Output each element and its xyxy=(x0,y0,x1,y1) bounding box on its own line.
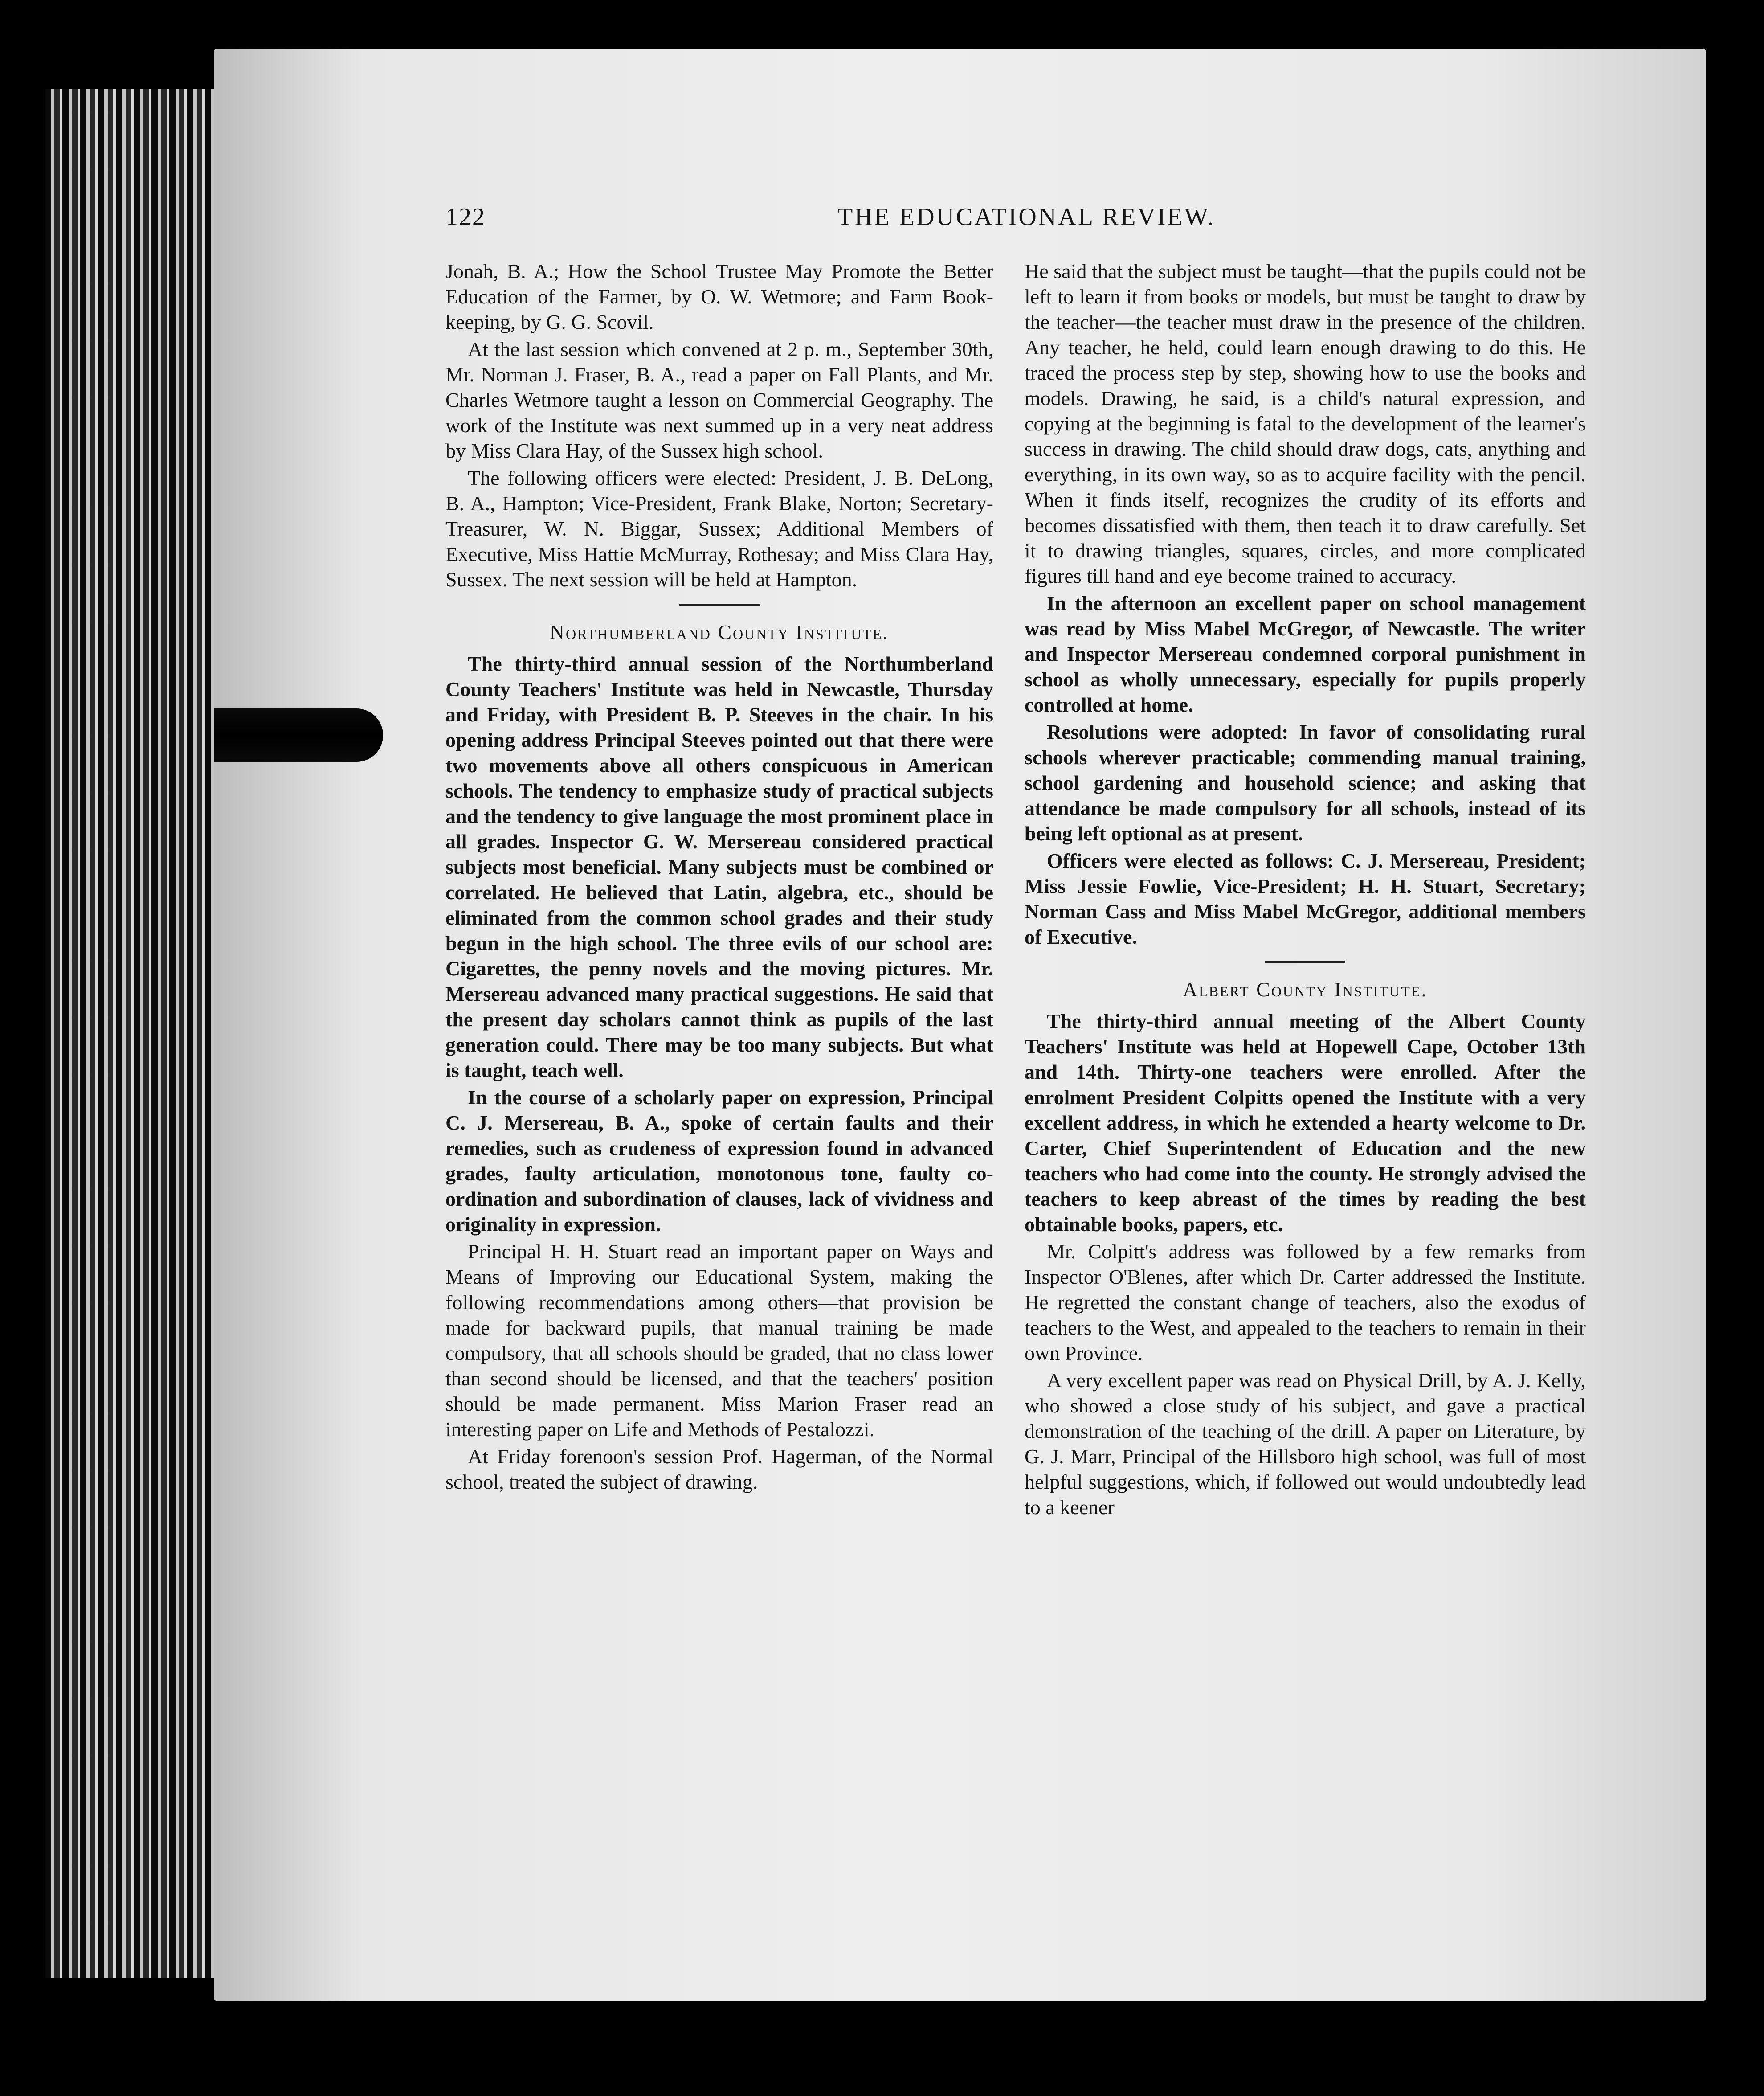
paragraph: Jonah, B. A.; How the School Trustee May Promote the Better Education of the Farmer, by O. W. Wetmore; and Farm Book-keeping, by G. G. Scovil. xyxy=(445,260,993,333)
section-heading-northumberland: Northumberland County Institute. xyxy=(549,621,890,643)
paragraph: At the last session which convened at 2 p. m., September 30th, Mr. Norman J. Fraser, B. A., read a paper on Fall Plants, and Mr. Charles Wetmore taught a lesson on Commercial Geography. The work of the Institute was next summed up in a very neat address by Miss Clara Hay, of the Sussex high school. xyxy=(445,338,993,462)
paragraph: He said that the subject must be taught—that the pupils could not be left to learn it from books or models, but must be taught to draw by the teacher—the teacher must draw in the presence of the children. Any teacher, he held, could learn enough drawing to do this. He traced the process step by step, showing how to use the books and models. Drawing, he said, is a child's natural expression, and copying at the beginning is fatal to the development of the learner's success in drawing. The child should draw dogs, cats, anything and everything, in its own way, so as to acquire facility with the pencil. When it finds itself, recognizes the crudity of its efforts and becomes dissatisfied with them, then teach it to draw carefully. Set it to drawing triangles, squares, circles, and more complicated figures till hand and eye become trained to accuracy. xyxy=(1025,260,1586,587)
section-divider xyxy=(1265,961,1345,963)
section-heading-albert: Albert County Institute. xyxy=(1183,978,1428,1001)
paragraph: In the afternoon an excellent paper on school management was read by Miss Mabel McGregor, of Newcastle. The writer and Inspector Mersereau condemned corporal punishment in school as wholly unnecessary, especially for pupils properly controlled at home. xyxy=(1025,592,1586,716)
page-clip-shadow xyxy=(214,708,383,762)
left-column xyxy=(445,258,993,1496)
page-number: 122 xyxy=(445,203,486,231)
paragraph: In the course of a scholarly paper on expression, Principal C. J. Mersereau, B. A., spoke of certain faults and their remedies, such as crudeness of expression found in advanced grades, faulty articulation, monotonous tone, faulty co-ordination and subordination of clauses, lack of vividness and originality in expression. xyxy=(445,1086,993,1236)
paragraph: Officers were elected as follows: C. J. Mersereau, President; Miss Jessie Fowlie, Vice-President; H. H. Stuart, Secretary; Norman Cass and Miss Mabel McGregor, additional members of Executive. xyxy=(1025,849,1586,948)
running-title: THE EDUCATIONAL REVIEW. xyxy=(837,203,1216,231)
paragraph: Mr. Colpitt's address was followed by a few remarks from Inspector O'Blenes, after which Dr. Carter addressed the Institute. He regretted the constant change of teachers, also the exodus of teachers to the West, and appealed to the teachers to remain in their own Province. xyxy=(1025,1240,1586,1364)
page-header xyxy=(445,203,1719,243)
paragraph: The thirty-third annual meeting of the Albert County Teachers' Institute was held at Hopewell Cape, October 13th and 14th. Thirty-one teachers were enrolled. After the enrolment President Colpitts opened the Institute with a very excellent address, in which he extended a hearty welcome to Dr. Carter, Chief Superintendent of Education and the new teachers who had come into the county. He strongly advised the teachers to keep abreast of the times by reading the best obtainable books, papers, etc. xyxy=(1025,1010,1586,1236)
paragraph: The following officers were elected: President, J. B. DeLong, B. A., Hampton; Vice-President, Frank Blake, Norton; Secretary-Treasurer, W. N. Biggar, Sussex; Additional Members of Executive, Miss Hattie McMurray, Rothesay; and Miss Clara Hay, Sussex. The next session will be held at Hampton. xyxy=(445,467,993,591)
right-column xyxy=(1025,258,1586,1522)
paragraph: Principal H. H. Stuart read an important paper on Ways and Means of Improving our Educational System, making the following recommendations among others—that provision be made for backward pupils, that manual training be made compulsory, that all schools should be graded, that no class lower than second should be licensed, and that the teachers' position should be made permanent. Miss Marion Fraser read an interesting paper on Life and Methods of Pestalozzi. xyxy=(445,1240,993,1441)
paragraph: At Friday forenoon's session Prof. Hagerman, of the Normal school, treated the subject of drawing. xyxy=(445,1445,993,1493)
paragraph: Resolutions were adopted: In favor of consolidating rural schools wherever practicable; commending manual training, school gardening and household science; and asking that attendance be made compulsory for all schools, instead of its being left optional as at present. xyxy=(1025,720,1586,845)
paragraph: The thirty-third annual session of the Northumberland County Teachers' Institute was held in Newcastle, Thursday and Friday, with President B. P. Steeves in the chair. In his opening address Principal Steeves pointed out that there were two movements above all others conspicuous in American schools. The tendency to emphasize study of practical subjects and the tendency to give language the most prominent place in all grades. Inspector G. W. Mersereau considered practical subjects most beneficial. Many subjects must be combined or correlated. He believed that Latin, algebra, etc., should be eliminated from the common school grades and their study begun in the high school. The three evils of our school are: Cigarettes, the penny novels and the moving pictures. Mr. Mersereau advanced many practical suggestions. He said that the present day scholars cannot think as pupils of the last generation could. There may be too many subjects. But what is taught, teach well. xyxy=(445,652,993,1081)
paragraph: A very excellent paper was read on Physical Drill, by A. J. Kelly, who showed a close study of his subject, and gave a practical demonstration of the teaching of the drill. A paper on Literature, by G. J. Marr, Principal of the Hillsboro high school, was full of most helpful suggestions, which, if followed out would undoubtedly lead to a keener xyxy=(1025,1369,1586,1519)
section-divider xyxy=(679,604,760,606)
